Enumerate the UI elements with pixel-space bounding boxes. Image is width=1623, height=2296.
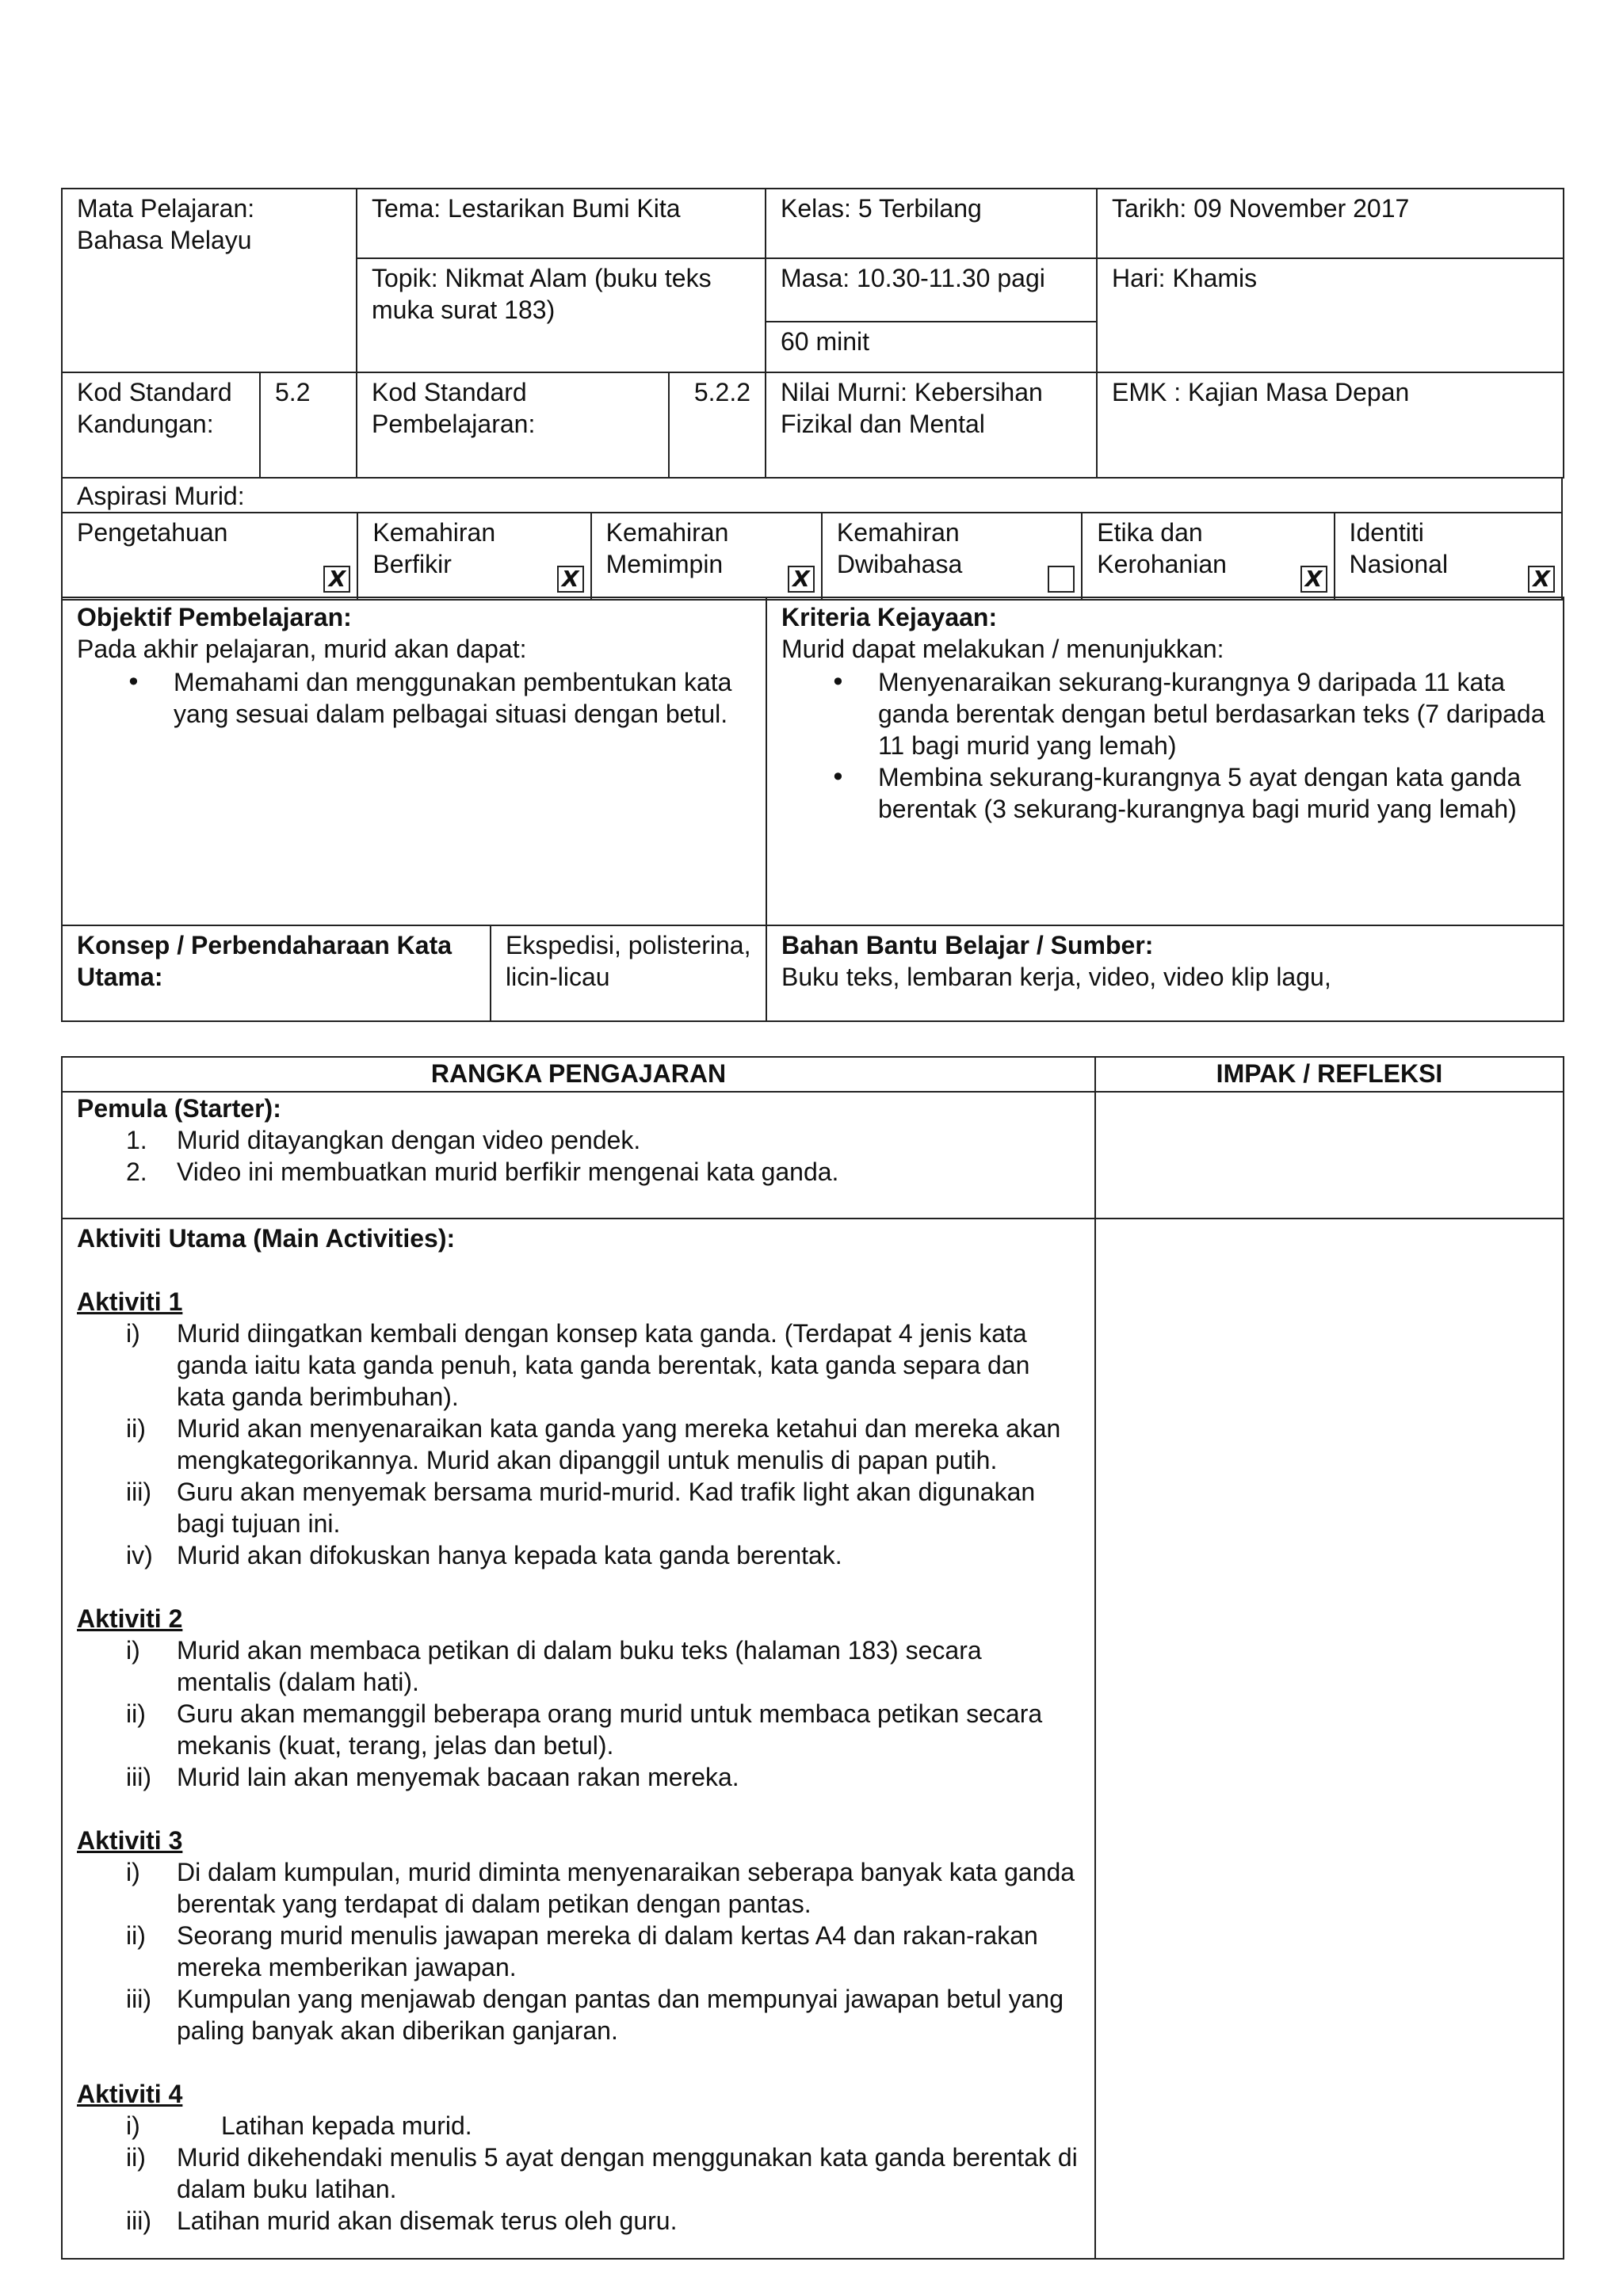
objektif-cell [62,597,766,925]
item-marker: i) [126,1636,140,1665]
pemula-cell [62,1092,1095,1219]
aktiviti-4-title: Aktiviti 4 [77,2080,183,2108]
list-item [77,2142,1080,2205]
aktiviti-1-title: Aktiviti 1 [77,1287,183,1316]
item-marker: i) [126,1858,140,1886]
pemula-list [77,1124,1080,1188]
list-item [77,1761,1080,1793]
bahan-value: Buku teks, lembaran kerja, video, video klip lagu, [781,963,1331,991]
item-marker: ii) [126,1699,146,1728]
list-item [77,1156,1080,1188]
item-text: Seorang murid menulis jawapan mereka di dalam kertas A4 dan rakan-rakan mereka memberikan jawapan. [177,1921,1038,1981]
kriteria-list [781,666,1549,825]
aspirasi-label: Etika dan Kerohanian [1082,513,1275,600]
item-text: Murid lain akan menyemak bacaan rakan mereka. [177,1763,739,1791]
kod-kandungan-value: 5.2 [260,372,357,478]
nilai-cell: Nilai Murni: Kebersihan Fizikal dan Mental [766,372,1097,478]
aktiviti-2-title: Aktiviti 2 [77,1604,183,1633]
checkbox[interactable]: X [557,566,584,593]
kelas-cell: Kelas: 5 Terbilang [766,189,1097,258]
aktiviti-2-list [77,1634,1080,1793]
item-text: Guru akan menyemak bersama murid-murid. Kad trafik light akan digunakan bagi tujuan ini. [177,1478,1036,1538]
objektif-intro: Pada akhir pelajaran, murid akan dapat: [77,635,527,663]
konsep-label: Konsep / Perbendaharaan Kata Utama: [62,925,491,1021]
list-item [77,1124,1080,1156]
objektif-list [77,666,751,730]
aspirasi-table [61,477,1563,601]
konsep-value: Ekspedisi, polisterina, licin-licau [491,925,766,1021]
item-text: Murid dikehendaki menulis 5 ayat dengan menggunakan kata ganda berentak di dalam buku latihan. [177,2143,1078,2203]
subject-cell [62,189,357,372]
aspirasi-check-cell [1023,513,1082,600]
aspirasi-label: Pengetahuan [62,513,299,600]
kriteria-title: Kriteria Kejayaan: [781,603,998,631]
list-item [77,1539,1080,1571]
list-item [77,2110,1080,2142]
item-marker: iii) [126,2206,151,2235]
aspirasi-row [62,513,1562,600]
aspirasi-label: Kemahiran Dwibahasa [822,513,1023,600]
masa-cell: Masa: 10.30-11.30 pagi [766,258,1097,322]
impak-cell-pemula [1095,1092,1564,1219]
list-item [77,1634,1080,1698]
item-text: Kumpulan yang menjawab dengan pantas dan mempunyai jawapan betul yang paling banyak akan diberikan ganjaran. [177,1985,1064,2045]
item-text: Murid diingatkan kembali dengan konsep kata ganda. (Terdapat 4 jenis kata ganda iaitu kata ganda penuh, kata ganda berentak, kata ganda separa dan kata ganda berimbuhan). [177,1319,1030,1411]
bahan-cell [766,925,1564,1021]
bahan-title: Bahan Bantu Belajar / Sumber: [781,931,1154,959]
pemula-title: Pemula (Starter): [77,1094,281,1123]
checkbox[interactable]: X [788,566,815,593]
aspirasi-title: Aspirasi Murid: [62,478,1562,513]
aspirasi-check-cell [1275,513,1334,600]
lesson-header-table [61,188,1564,479]
checkbox[interactable]: X [1300,566,1327,593]
tarikh-cell: Tarikh: 09 November 2017 [1097,189,1564,258]
item-marker: iv) [126,1541,153,1569]
tema-cell: Tema: Lestarikan Bumi Kita [357,189,766,258]
hari-cell: Hari: Khamis [1097,258,1564,372]
objektif-title: Objektif Pembelajaran: [77,603,352,631]
item-text: Murid akan menyenaraikan kata ganda yang mereka ketahui dan mereka akan mengkategorikannya. Murid akan dipanggil untuk menulis di papan putih. [177,1414,1061,1474]
item-text: Video ini membuatkan murid berfikir mengenai kata ganda. [177,1158,839,1186]
aktiviti-1-list [77,1318,1080,1571]
aspirasi-label: Kemahiran Berfikir [357,513,532,600]
subject-label: Mata Pelajaran: [77,194,255,223]
impak-cell-main [1095,1219,1564,2259]
checkbox[interactable] [1048,566,1075,593]
aspirasi-check-cell [299,513,357,600]
item-marker: i) [126,1319,140,1348]
list-item: • Membina sekurang-kurangnya 5 ayat dengan kata ganda berentak (3 sekurang-kurangnya bagi murid yang lemah) [878,761,1549,825]
list-item [77,2205,1080,2237]
list-item [77,1856,1080,1920]
kriteria-intro: Murid dapat melakukan / menunjukkan: [781,635,1224,663]
topik-cell: Topik: Nikmat Alam (buku teks muka surat 183) [357,258,766,372]
impak-header: IMPAK / REFLEKSI [1095,1057,1564,1092]
item-text: Murid akan membaca petikan di dalam buku teks (halaman 183) secara mentalis (dalam hati). [177,1636,982,1696]
item-text: Latihan kepada murid. [221,2111,472,2140]
objectives-table [61,597,1564,1022]
list-item: • Menyenaraikan sekurang-kurangnya 9 daripada 11 kata ganda berentak dengan betul berdasarkan teks (7 daripada 11 bagi murid yang lemah) [878,666,1549,761]
checkbox[interactable]: X [1528,566,1555,593]
list-item [77,1920,1080,1983]
duration-cell: 60 minit [766,322,1097,372]
main-activities-cell [62,1219,1095,2259]
list-item [77,1698,1080,1761]
list-item [77,1983,1080,2046]
checkbox[interactable]: X [323,566,350,593]
rangka-table [61,1056,1564,2260]
main-activities-title: Aktiviti Utama (Main Activities): [77,1224,456,1253]
item-text: Murid akan difokuskan hanya kepada kata ganda berentak. [177,1541,842,1569]
aktiviti-4-list [77,2110,1080,2237]
aktiviti-3-title: Aktiviti 3 [77,1826,183,1855]
list-item [77,1476,1080,1539]
list-item [77,1413,1080,1476]
list-item: • Memahami dan menggunakan pembentukan kata yang sesuai dalam pelbagai situasi dengan betul. [174,666,751,730]
item-text: Murid ditayangkan dengan video pendek. [177,1126,641,1154]
item-text: Latihan murid akan disemak terus oleh guru. [177,2206,678,2235]
item-marker: i) [126,2111,140,2140]
item-marker: ii) [126,1414,146,1443]
aspirasi-check-cell [533,513,591,600]
aspirasi-label: Kemahiran Memimpin [591,513,763,600]
aspirasi-check-cell [1500,513,1562,600]
kod-kandungan-label: Kod Standard Kandungan: [62,372,260,478]
subject-value: Bahasa Melayu [77,226,252,254]
item-text: Guru akan memanggil beberapa orang murid untuk membaca petikan secara mekanis (kuat, terang, jelas dan betul). [177,1699,1043,1760]
aspirasi-label: Identiti Nasional [1335,513,1500,600]
kod-pembelajaran-value: 5.2.2 [669,372,766,478]
list-item [77,1318,1080,1413]
item-marker: 1. [126,1126,147,1154]
kod-pembelajaran-label: Kod Standard Pembelajaran: [357,372,669,478]
kriteria-cell [766,597,1564,925]
item-marker: iii) [126,1478,151,1506]
aspirasi-check-cell [763,513,822,600]
rangka-header: RANGKA PENGAJARAN [62,1057,1095,1092]
item-marker: ii) [126,1921,146,1950]
aktiviti-3-list [77,1856,1080,2046]
emk-cell: EMK : Kajian Masa Depan [1097,372,1564,478]
item-text: Di dalam kumpulan, murid diminta menyenaraikan seberapa banyak kata ganda berentak yang terdapat di dalam petikan dengan pantas. [177,1858,1075,1918]
item-marker: ii) [126,2143,146,2172]
item-marker: 2. [126,1158,147,1186]
item-marker: iii) [126,1985,151,2013]
item-marker: iii) [126,1763,151,1791]
